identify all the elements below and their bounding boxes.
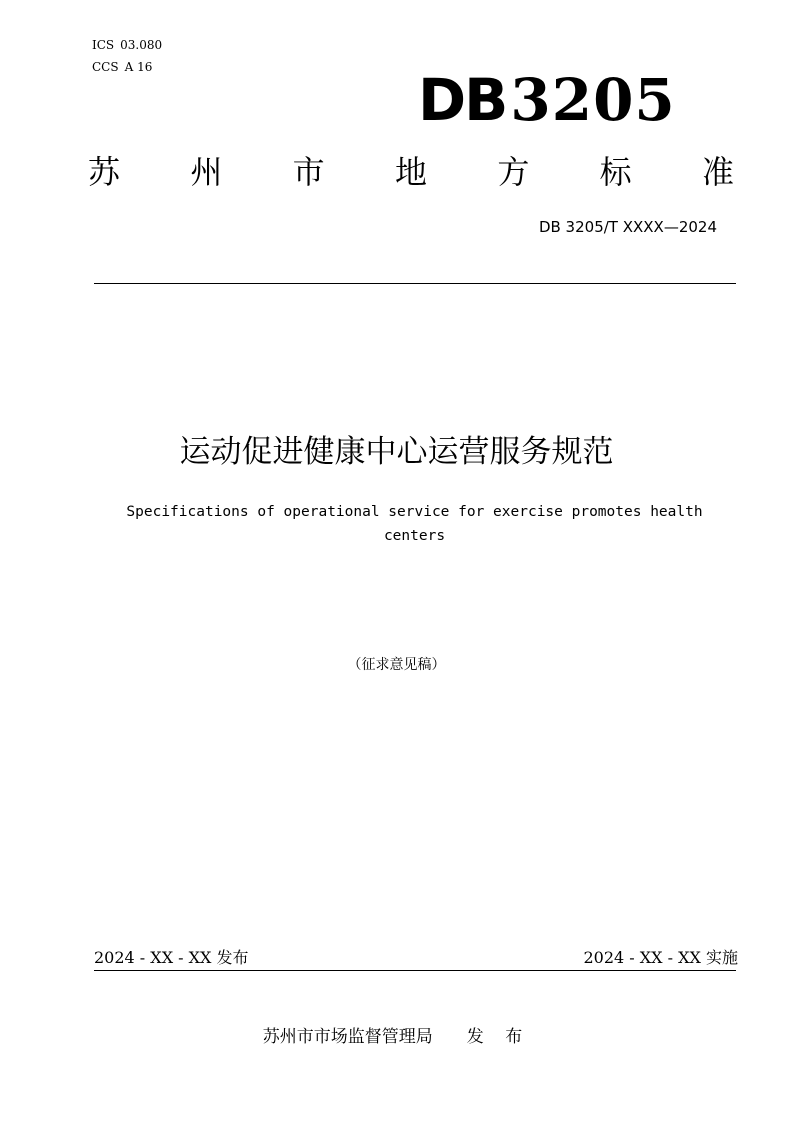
ccs-line — [92, 56, 152, 78]
standard-name-char: 准 — [701, 153, 734, 191]
standard-category-name — [88, 150, 734, 194]
release-date: 2024 - XX - XX — [94, 948, 212, 967]
publisher-action: 发 布 — [466, 1027, 531, 1047]
standard-name-char: 地 — [394, 153, 427, 191]
standard-name-char: 标 — [599, 153, 632, 191]
publisher-name: 苏州市市场监督管理局 — [262, 1027, 433, 1047]
logo-prefix: DB — [418, 66, 507, 134]
standard-name-char: 苏 — [88, 153, 121, 191]
standard-name-char: 市 — [292, 153, 325, 191]
implement-label: 实施 — [705, 948, 738, 967]
release-label: 发布 — [216, 948, 249, 967]
publisher-line — [0, 1024, 793, 1050]
standard-name-char: 州 — [190, 153, 223, 191]
draft-status-label: （征求意见稿） — [347, 657, 446, 673]
ccs-label: CCS — [92, 60, 119, 74]
document-title: 运动促进健康中心运营服务规范 — [179, 434, 614, 470]
logo-code: 3205 — [510, 66, 676, 134]
standard-logo — [418, 68, 676, 132]
implement-date: 2024 - XX - XX — [583, 948, 701, 967]
top-divider — [94, 283, 736, 284]
document-title-english: Specifications of operational service for exercise promotes health centers — [126, 504, 703, 544]
release-date-line — [94, 946, 249, 970]
ics-code: 03.080 — [120, 38, 163, 52]
bottom-divider — [94, 970, 736, 971]
standard-name-char: 方 — [497, 153, 530, 191]
ics-label: ICS — [92, 38, 115, 52]
ccs-code: A 16 — [124, 60, 153, 74]
ics-line — [92, 34, 162, 56]
implement-date-line — [583, 946, 738, 970]
standard-number: DB 3205/T XXXX—2024 — [538, 218, 717, 236]
